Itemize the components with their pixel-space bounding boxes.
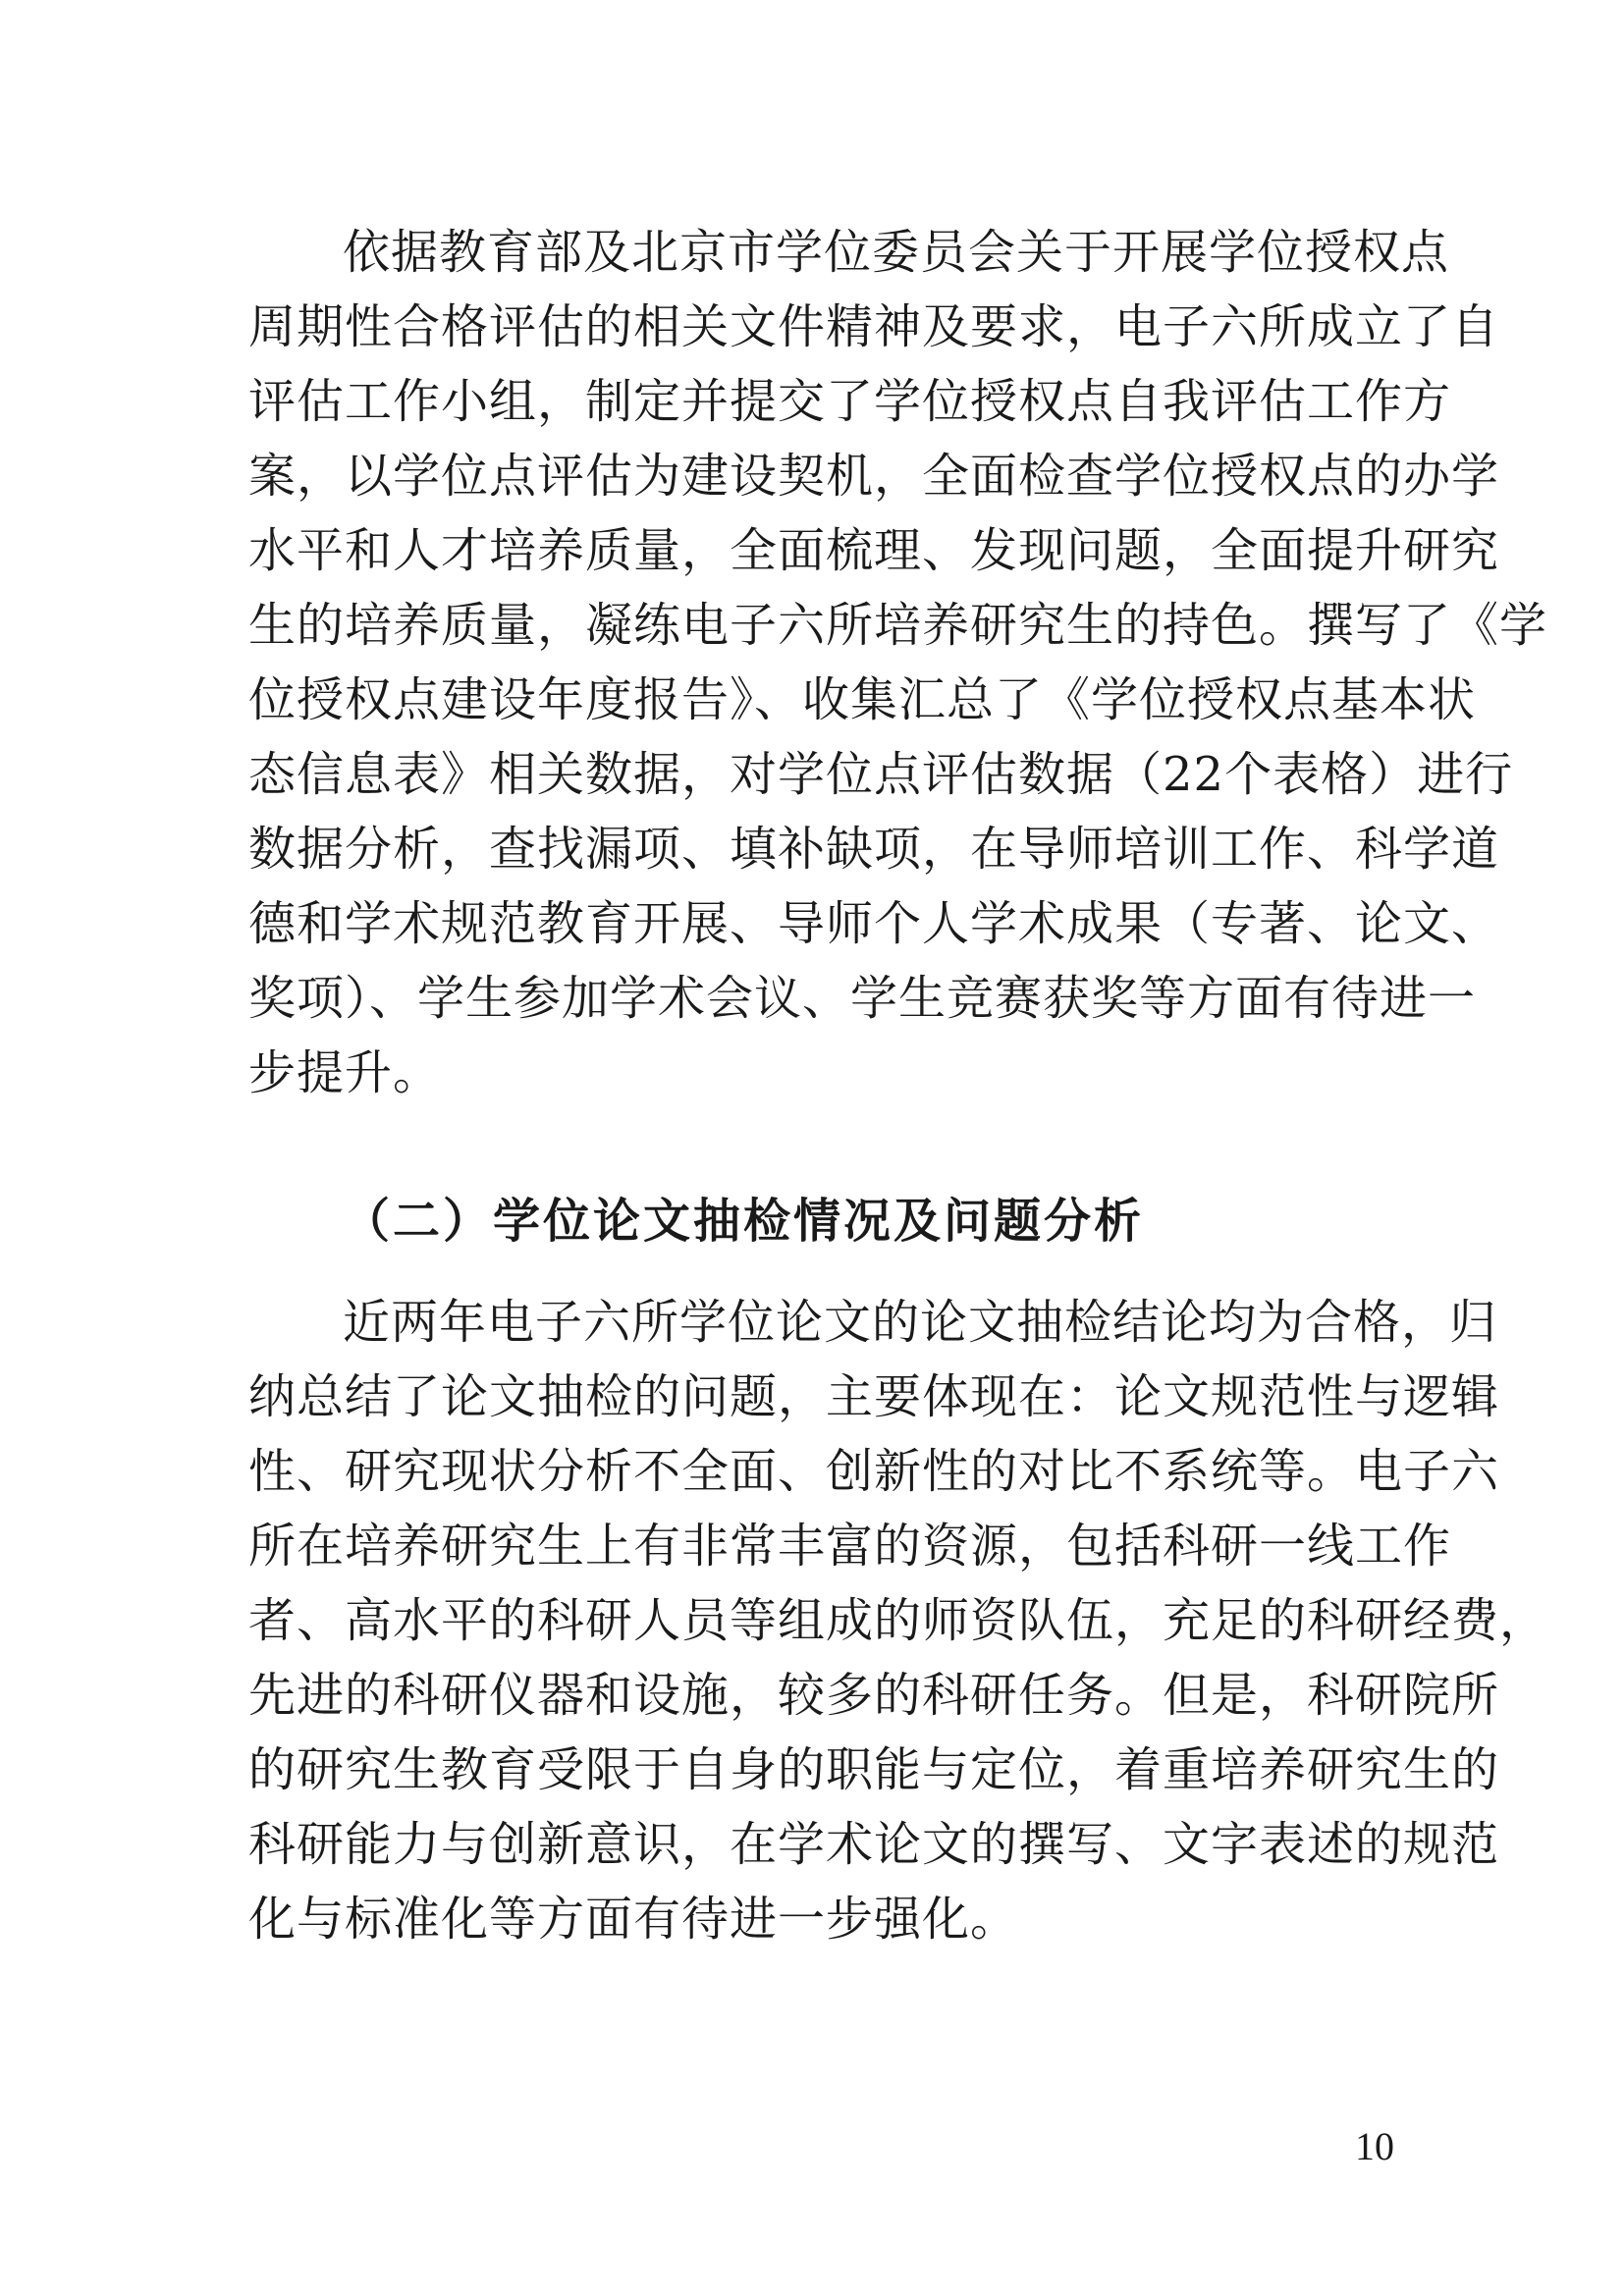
paragraph-line: 先进的科研仪器和设施，较多的科研任务。但是，科研院所 [248, 1668, 1500, 1723]
paragraph-line: 的研究生教育受限于自身的职能与定位，着重培养研究生的 [248, 1742, 1500, 1797]
paragraph-line: 者、高水平的科研人员等组成的师资队伍，充足的科研经费， [248, 1593, 1548, 1648]
paragraph-line: 步提升。 [248, 1045, 442, 1100]
paragraph-line: 案，以学位点评估为建设契机，全面检查学位授权点的办学 [248, 449, 1500, 504]
paragraph-line: 纳总结了论文抽检的问题，主要体现在：论文规范性与逻辑 [248, 1369, 1500, 1424]
paragraph-line: 生的培养质量，凝练电子六所培养研究生的持色。撰写了《学 [248, 598, 1548, 653]
paragraph-line: 依据教育部及北京市学位委员会关于开展学位授权点 [343, 225, 1450, 280]
paragraph-line: 所在培养研究生上有非常丰富的资源，包括科研一线工作 [248, 1519, 1452, 1574]
paragraph-line: 态信息表》相关数据，对学位点评估数据（22个表格）进行 [248, 747, 1514, 802]
paragraph-line: 水平和人才培养质量，全面梳理、发现问题，全面提升研究 [248, 523, 1500, 578]
paragraph-line: 科研能力与创新意识，在学术论文的撰写、文字表述的规范 [248, 1817, 1500, 1872]
paragraph-line: 数据分析，查找漏项、填补缺项，在导师培训工作、科学道 [248, 822, 1500, 877]
paragraph-line: 评估工作小组，制定并提交了学位授权点自我评估工作方 [248, 374, 1452, 429]
paragraph-line: 近两年电子六所学位论文的论文抽检结论均为合格，归 [343, 1295, 1498, 1350]
page-number: 10 [1355, 2124, 1394, 2168]
paragraph-line: 周期性合格评估的相关文件精神及要求，电子六所成立了自 [248, 299, 1500, 354]
paragraph-line: 位授权点建设年度报告》、收集汇总了《学位授权点基本状 [248, 672, 1477, 727]
paragraph-line: 化与标准化等方面有待进一步强化。 [248, 1892, 1019, 1947]
section-heading: （二）学位论文抽检情况及问题分析 [343, 1194, 1145, 1249]
paragraph-line: 性、研究现状分析不全面、创新性的对比不系统等。电子六 [248, 1444, 1500, 1499]
paragraph-line: 德和学术规范教育开展、导师个人学术成果（专著、论文、 [248, 896, 1500, 951]
paragraph-line: 奖项）、学生参加学术会议、学生竞赛获奖等方面有待进一 [248, 971, 1477, 1026]
